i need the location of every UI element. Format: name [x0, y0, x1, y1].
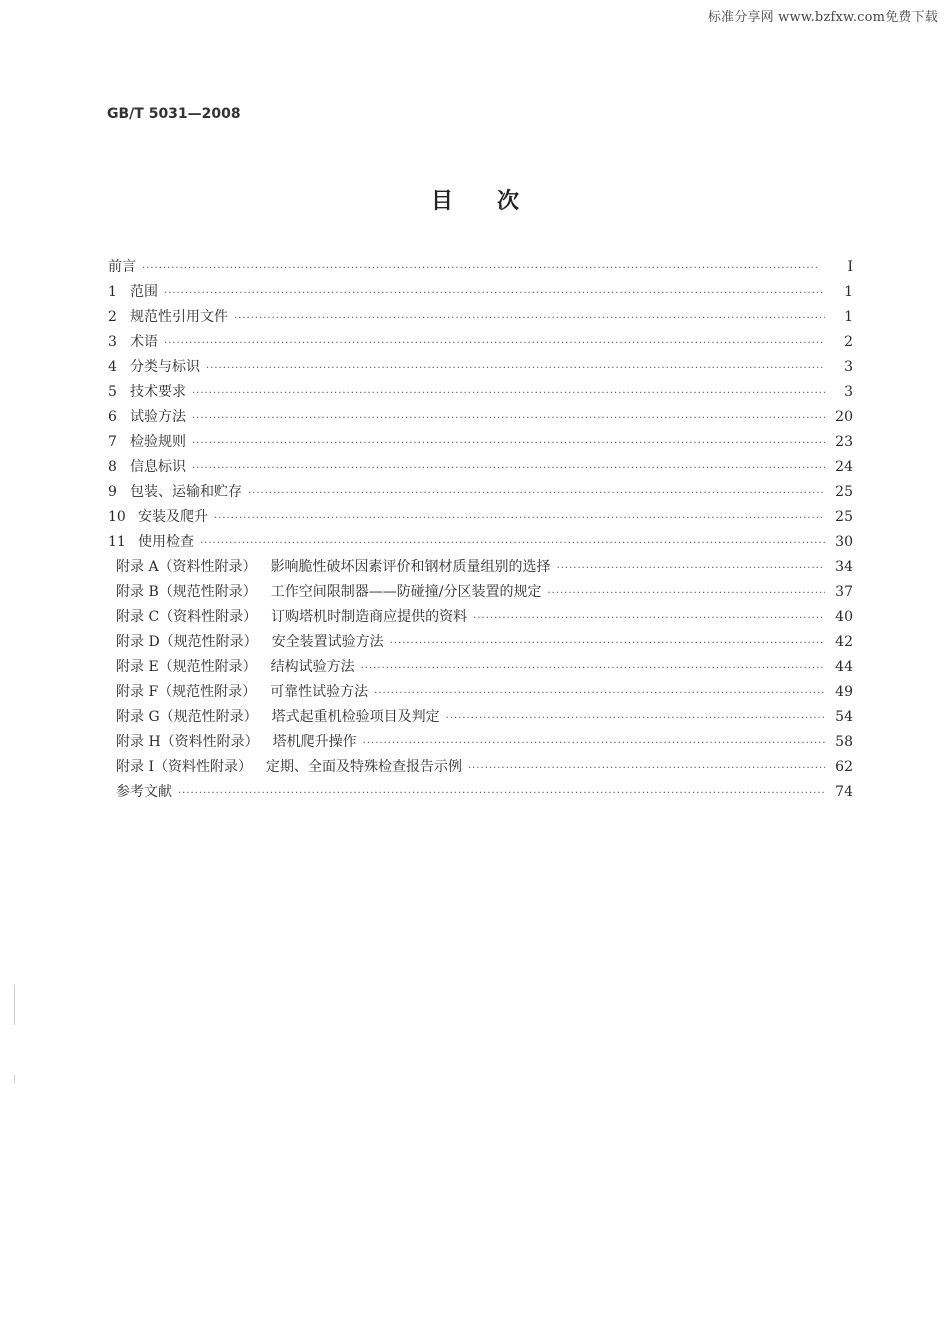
annex-label: 附录 A（资料性附录） — [116, 559, 257, 575]
leader-dots — [363, 738, 825, 749]
annex-entry-f[interactable] — [108, 681, 853, 706]
annex-page: 54 — [835, 709, 853, 725]
toc-entry-page: 3 — [844, 384, 853, 400]
toc-entry-foreword[interactable] — [108, 256, 853, 281]
annex-label: 附录 F（规范性附录） — [116, 684, 257, 700]
toc-entry-page: 24 — [835, 459, 853, 475]
references-title: 参考文献 — [116, 784, 172, 800]
toc-entry-page: 30 — [835, 534, 853, 550]
leader-dots — [446, 713, 825, 724]
leader-dots — [192, 438, 825, 449]
toc-entry-title: 安装及爬升 — [138, 509, 208, 525]
annex-entry-a[interactable] — [108, 556, 853, 581]
leader-dots — [164, 288, 825, 299]
references-page: 74 — [835, 784, 853, 800]
annex-title: 塔式起重机检验项目及判定 — [271, 709, 440, 725]
toc-entry-number: 5 — [108, 384, 117, 400]
toc-entry[interactable] — [108, 381, 853, 406]
annex-page: 62 — [835, 759, 853, 775]
scan-artifact — [14, 1075, 15, 1083]
toc-entry-title: 规范性引用文件 — [130, 309, 228, 325]
leader-dots — [200, 538, 825, 549]
leader-dots — [547, 588, 825, 599]
annex-title: 工作空间限制器——防碰撞/分区装置的规定 — [270, 584, 542, 600]
toc-entry-references[interactable] — [108, 781, 853, 806]
toc-entry-title: 技术要求 — [130, 384, 186, 400]
leader-dots — [248, 488, 825, 499]
leader-dots — [468, 763, 825, 774]
toc-entry-number: 9 — [108, 484, 117, 500]
annex-label: 附录 B（规范性附录） — [116, 584, 257, 600]
annex-page: 42 — [835, 634, 853, 650]
leader-dots — [234, 313, 825, 324]
annex-title: 影响脆性破坏因素评价和钢材质量组别的选择 — [270, 559, 551, 575]
toc-entry-number: 6 — [108, 409, 117, 425]
toc-entry-page: 23 — [835, 434, 853, 450]
toc-entry[interactable] — [108, 406, 853, 431]
toc-entry-page: 1 — [844, 284, 853, 300]
leader-dots — [374, 688, 825, 699]
toc-entry-title: 术语 — [130, 334, 158, 350]
leader-dots — [473, 613, 825, 624]
toc-entry-number: 2 — [108, 309, 117, 325]
leader-dots — [192, 463, 825, 474]
watermark-text: 标准分享网 www.bzfxw.com免费下载 — [707, 10, 938, 25]
toc-entry-page: 25 — [835, 509, 853, 525]
toc-entry[interactable] — [108, 356, 853, 381]
toc-entry-number: 1 — [108, 284, 117, 300]
annex-title: 安全装置试验方法 — [271, 634, 384, 650]
toc-entry-title: 使用检查 — [138, 534, 194, 550]
toc-entry-page: I — [847, 259, 853, 275]
annex-label: 附录 C（资料性附录） — [116, 609, 258, 625]
toc-entry[interactable] — [108, 331, 853, 356]
annex-label: 附录 H（资料性附录） — [116, 734, 259, 750]
annex-title: 可靠性试验方法 — [270, 684, 369, 700]
toc-entry-title: 范围 — [130, 284, 158, 300]
toc-entry-page: 25 — [835, 484, 853, 500]
toc-entry-title: 前言 — [108, 259, 136, 275]
leader-dots — [192, 388, 825, 399]
toc-entry-title: 试验方法 — [130, 409, 186, 425]
leader-dots — [206, 363, 825, 374]
scan-artifact — [14, 985, 15, 1025]
annex-page: 37 — [835, 584, 853, 600]
annex-entry-d[interactable] — [108, 631, 853, 656]
toc-entry-title: 包装、运输和贮存 — [130, 484, 242, 500]
annex-page: 49 — [835, 684, 853, 700]
toc-entry-title: 分类与标识 — [130, 359, 200, 375]
annex-entry-e[interactable] — [108, 656, 853, 681]
toc-entry-title: 信息标识 — [130, 459, 186, 475]
toc-entry-title: 检验规则 — [130, 434, 186, 450]
toc-entry[interactable] — [108, 531, 853, 556]
toc-entry-page: 3 — [844, 359, 853, 375]
annex-title: 结构试验方法 — [270, 659, 355, 675]
annex-title: 塔机爬升操作 — [272, 734, 357, 750]
annex-page: 44 — [835, 659, 853, 675]
toc-entry-number: 8 — [108, 459, 117, 475]
annex-page: 40 — [835, 609, 853, 625]
annex-label: 附录 G（规范性附录） — [116, 709, 258, 725]
toc-entry-number: 10 — [108, 509, 126, 525]
standard-number: GB/T 5031—2008 — [107, 106, 241, 122]
toc-entry-number: 4 — [108, 359, 117, 375]
leader-dots — [361, 663, 825, 674]
leader-dots — [214, 513, 825, 524]
annex-label: 附录 I（资料性附录） — [116, 759, 252, 775]
leader-dots — [164, 338, 825, 349]
toc-entry[interactable] — [108, 306, 853, 331]
annex-label: 附录 E（规范性附录） — [116, 659, 257, 675]
annex-entry-g[interactable] — [108, 706, 853, 731]
toc-entry-number: 3 — [108, 334, 117, 350]
toc-entry[interactable] — [108, 431, 853, 456]
annex-label: 附录 D（规范性附录） — [116, 634, 258, 650]
toc-entry[interactable] — [108, 281, 853, 306]
leader-dots — [192, 413, 825, 424]
annex-entry-i[interactable] — [108, 756, 853, 781]
table-of-contents — [108, 256, 853, 806]
leader-dots — [390, 638, 825, 649]
toc-entry-number: 7 — [108, 434, 117, 450]
annex-title: 定期、全面及特殊检查报告示例 — [265, 759, 462, 775]
annex-entry-c[interactable] — [108, 606, 853, 631]
toc-entry[interactable] — [108, 481, 853, 506]
annex-entry-h[interactable] — [108, 731, 853, 756]
annex-page: 34 — [835, 559, 853, 575]
toc-entry-page: 1 — [844, 309, 853, 325]
toc-entry-number: 11 — [108, 534, 126, 550]
annex-title: 订购塔机时制造商应提供的资料 — [271, 609, 468, 625]
toc-entry-page: 2 — [844, 334, 853, 350]
toc-entry[interactable] — [108, 456, 853, 481]
annex-page: 58 — [835, 734, 853, 750]
toc-entry[interactable] — [108, 506, 853, 531]
leader-dots — [178, 788, 825, 799]
page-title: 目次 — [430, 189, 563, 214]
annex-entry-b[interactable] — [108, 581, 853, 606]
leader-dots — [557, 563, 825, 574]
leader-dots — [142, 263, 825, 274]
toc-entry-page: 20 — [835, 409, 853, 425]
